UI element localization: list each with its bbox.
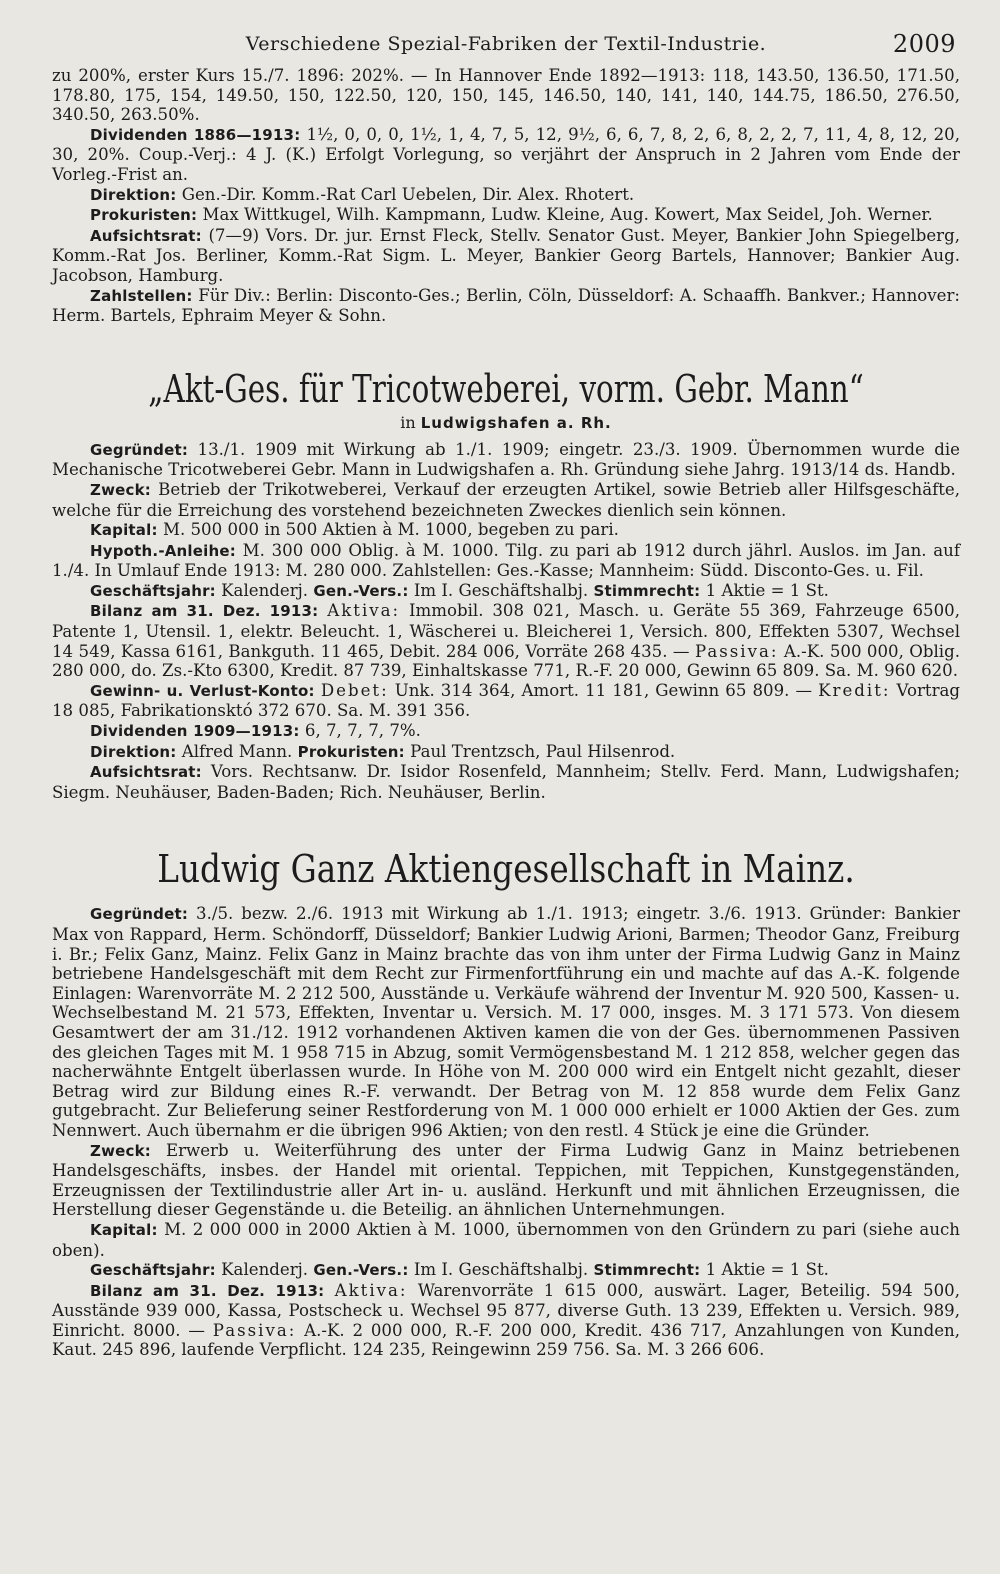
entry1-hypoth <box>52 541 960 581</box>
text: Für Div.: Berlin: Disconto-Ges.; Berlin, Cöln, Düsseldorf: A. Schaaffh. Bankver.; Hannover: Herm. Bartels, Ephraim Meyer & Sohn. <box>52 285 960 326</box>
entry1-geschaeftsjahr <box>52 581 960 602</box>
prev-zahlstellen <box>52 286 960 326</box>
aktiva-word: Aktiva: <box>327 601 401 621</box>
entry2-kapital <box>52 1220 960 1260</box>
text: (7—9) Vors. Dr. jur. Ernst Fleck, Stellv. Senator Gust. Meyer, Bankier John Spiegelberg, Komm.-Rat Jos. Berliner, Komm.-Rat Sigm. L. Meyer, Bankier Georg Bartels, Hannover; Bankier Aug. Jacobson, Hamburg. <box>52 225 960 285</box>
label: Bilanz am 31. Dez. 1913: <box>90 1281 325 1300</box>
passiva-text: A.-K. 500 000, Oblig. 280 000, do. Zs.-Kto 6300, Kredit. 87 739, Einhaltskasse 771, R.-F. 20 000, Gewinn 65 809. Sa. M. 960 620. <box>52 641 961 681</box>
text: Paul Trentzsch, Paul Hilsenrod. <box>410 741 676 761</box>
page-header <box>52 22 960 66</box>
text: 3./5. bezw. 2./6. 1913 mit Wirkung ab 1./1. 1913; eingetr. 3./6. 1913. Gründer: Bankier Max von Rappard, Herm. Schöndorff, Düsseldorf; Bankier Ludwig Arioni, Barmen; Theodor Ganz, Freiburg i. Br.; Felix Ganz, Mainz. Felix Ganz in Mainz brachte das von ihm unter der Firma Ludwig Ganz in Mainz betriebene Handelsgeschäft mit dem Recht zur Firmenfortführung ein und machte auf das A.-K. folgende Einlagen: Warenvorräte M. 2 212 500, Ausstände u. Verkäufe während der Inventur M. 920 500, Kassen- u. Wechselbestand M. 21 573, Effekten, Inventar u. Versich. M. 17 000, insges. M. 3 171 573. Von diesem Gesamtwert der am 31./12. 1912 vorhandenen Aktiven kamen die von der Ges. übernommenen Passiven des gleichen Tages mit M. 1 958 715 in Abzug, somit Vermögensbestand M. 1 212 858, welcher gegen das nacherwähnte Entgelt überlassen wurde. In Höhe von M. 200 000 wird ein Entgelt nicht gezahlt, dieser Betrag wird zur Bildung eines R.-F. verwandt. Der Betrag von M. 12 858 wurde dem Felix Ganz gutgebracht. Zur Belieferung seiner Restforderung von M. 1 000 000 erhielt er 1000 Aktien der Ges. zum Nennwert. Auch übernahm er die übrigen 996 Aktien; von den restl. 4 Stück je eine die Gründer. <box>52 904 961 1140</box>
label: Dividenden 1886—1913: <box>90 125 301 144</box>
text: 1½, 0, 0, 0, 1½, 1, 4, 7, 5, 12, 9½, 6, 6, 7, 8, 2, 6, 8, 2, 2, 7, 11, 4, 8, 12, 20, 30, 20%. Coup.-Verj.: 4 J. (K.) Erfolgt Vorlegung, so verjährt der Anspruch in 2 Jahren vom Ende der Vorleg.-Frist an. <box>52 124 960 184</box>
passiva-word: Passiva: <box>694 641 779 661</box>
entry1-zweck <box>52 480 960 520</box>
text: Im I. Geschäftshalbj. <box>413 580 589 600</box>
prev-prokuristen <box>52 205 960 226</box>
kredit-text: Vortrag 18 085, Fabrikationsktó 372 670. Sa. M. 391 356. <box>52 680 961 721</box>
text: Erwerb u. Weiterführung des unter der Firma Ludwig Ganz in Mainz betriebenen Handelsgeschäfts, insbes. der Handel mit oriental. Teppichen, mit Teppichen, Kunstgegenständen, Erzeugnissen der Textilindustrie aller Art in- u. ausländ. Herkunft und mit ähnlichen Erzeugnissen, die Herstellung dieser Gegenstände u. die Beteilig. an ähnlichen Unternehmungen. <box>52 1140 960 1220</box>
aktiva-text: Immobil. 308 021, Masch. u. Geräte 55 369, Fahrzeuge 6500, Patente 1, Utensil. 1, elektr. Beleucht. 1, Wäscherei u. Bleicherei 1, Versich. 800, Effekten 5307, Wechsel 14 549, Kassa 6161, Bankguth. 11 465, Debit. 284 006, Vorräte 268 435. — <box>52 601 960 661</box>
subtitle-place: Ludwigshafen a. Rh. <box>420 413 612 432</box>
text: M. 500 000 in 500 Aktien à M. 1000, begeben zu pari. <box>162 520 619 540</box>
aktiva-word: Aktiva: <box>334 1280 408 1300</box>
entry1-aufsichtsrat <box>52 762 960 802</box>
label: Bilanz am 31. Dez. 1913: <box>90 602 319 621</box>
label: Direktion: <box>90 742 177 761</box>
label: Geschäftsjahr: <box>90 1261 216 1280</box>
label: Zahlstellen: <box>90 286 193 305</box>
entry2-bilanz <box>52 1281 960 1360</box>
text: M. 300 000 Oblig. à M. 1000. Tilg. zu pari ab 1912 durch jährl. Auslos. im Jan. auf 1./4. In Umlauf Ende 1913: M. 280 000. Zahlstellen: Ges.-Kasse; Mannheim: Südd. Disconto-Ges. u. Fil. <box>52 540 960 581</box>
label: Aufsichtsrat: <box>90 763 202 782</box>
label: Prokuristen: <box>297 742 405 761</box>
label: Gewinn- u. Verlust-Konto: <box>90 681 315 700</box>
passiva-text: A.-K. 2 000 000, R.-F. 200 000, Kredit. 436 717, Anzahlungen von Kunden, Kaut. 245 896, laufende Verpflicht. 124 235, Reingewinn 259 756. Sa. M. 3 266 606. <box>52 1320 961 1360</box>
text: Im I. Geschäftshalbj. <box>413 1260 589 1280</box>
entry2-zweck <box>52 1141 960 1220</box>
text: 6, 7, 7, 7, 7%. <box>304 721 421 741</box>
passiva-word: Passiva: <box>212 1320 297 1340</box>
text: Max Wittkugel, Wilh. Kampmann, Ludw. Kleine, Aug. Kowert, Max Seidel, Joh. Werner. <box>202 205 933 225</box>
prev-kurs: zu 200%, erster Kurs 15./7. 1896: 202%. — In Hannover Ende 1892—1913: 118, 143.50, 136.50, 171.50, 178.80, 175, 154, 149.50, 150, 122.50, 120, 150, 145, 146.50, 140, 141, 140, 144.75, 186.50, 276.50, 340.50, 263.50%. <box>52 66 960 125</box>
debet-word: Debet: <box>320 680 389 700</box>
label: Gen.-Vers.: <box>313 1261 409 1280</box>
entry1-dividenden <box>52 721 960 742</box>
entry1-guv <box>52 681 960 721</box>
entry1-bilanz <box>52 601 960 680</box>
prev-direktion <box>52 185 960 206</box>
label: Prokuristen: <box>90 206 198 225</box>
label: Stimmrecht: <box>593 581 701 600</box>
text: Gen.-Dir. Komm.-Rat Carl Uebelen, Dir. Alex. Rhotert. <box>181 184 635 204</box>
text: Vors. Rechtsanw. Dr. Isidor Rosenfeld, Mannheim; Stellv. Ferd. Mann, Ludwigshafen; Siegm. Neuhäuser, Baden-Baden; Rich. Neuhäuser, Berlin. <box>52 762 960 802</box>
label: Hypoth.-Anleihe: <box>90 541 236 560</box>
text: M. 2 000 000 in 2000 Aktien à M. 1000, übernommen von den Gründern zu pari (siehe auch oben). <box>52 1219 960 1260</box>
label: Gegründet: <box>90 905 189 924</box>
page-number: 2009 <box>892 30 956 58</box>
label: Zweck: <box>90 1141 151 1160</box>
text: 13./1. 1909 mit Wirkung ab 1./1. 1909; eingetr. 23./3. 1909. Übernommen wurde die Mechanische Tricotweberei Gebr. Mann in Ludwigshafen a. Rh. Gründung siehe Jahrg. 1913/14 ds. Handb. <box>52 439 960 480</box>
entry2-title: Ludwig Ganz Aktiengesellschaft in Mainz. <box>157 847 855 892</box>
label: Aufsichtsrat: <box>90 226 202 245</box>
text: 1 Aktie = 1 St. <box>705 580 829 600</box>
entry2-gegruendet <box>52 904 960 1140</box>
entry1-subtitle <box>52 412 960 434</box>
text: Kalenderj. <box>221 580 309 600</box>
label: Kapital: <box>90 1220 158 1239</box>
label: Stimmrecht: <box>593 1261 701 1280</box>
label: Gegründet: <box>90 440 189 459</box>
entry1-title: „Akt-Ges. für Tricotweberei, vorm. Gebr. Mann“ <box>148 366 864 411</box>
text: Betrieb der Trikotweberei, Verkauf der erzeugten Artikel, sowie Betrieb aller Hilfsgeschäfte, welche für die Erreichung des vorstehend bezeichneten Zweckes dienlich sein können. <box>52 479 960 520</box>
entry2-geschaeftsjahr <box>52 1260 960 1281</box>
entry1-gegruendet <box>52 440 960 480</box>
aktiva-text: Warenvorräte 1 615 000, auswärt. Lager, Beteilig. 594 500, Ausstände 939 000, Kassa, Postscheck u. Wechsel 95 877, diverse Guth. 13 239, Effekten u. Versich. 989, Einricht. 8000. — <box>52 1280 960 1340</box>
label: Dividenden 1909—1913: <box>90 722 300 741</box>
entry1-direktion <box>52 742 960 763</box>
label: Gen.-Vers.: <box>313 581 409 600</box>
debet-text: Unk. 314 364, Amort. 11 181, Gewinn 65 809. — <box>394 680 813 700</box>
prev-dividenden <box>52 125 960 185</box>
prev-aufsichtsrat <box>52 226 960 286</box>
entry1-kapital <box>52 520 960 541</box>
subtitle-in: in <box>400 412 416 432</box>
label: Direktion: <box>90 185 177 204</box>
running-title: Verschiedene Spezial-Fabriken der Textil-Industrie. <box>245 33 767 55</box>
text: Kalenderj. <box>221 1260 309 1280</box>
text: Alfred Mann. <box>181 741 293 761</box>
label: Geschäftsjahr: <box>90 581 216 600</box>
kredit-word: Kredit: <box>818 680 891 700</box>
text: 1 Aktie = 1 St. <box>705 1260 829 1280</box>
label: Zweck: <box>90 480 151 499</box>
label: Kapital: <box>90 521 158 540</box>
